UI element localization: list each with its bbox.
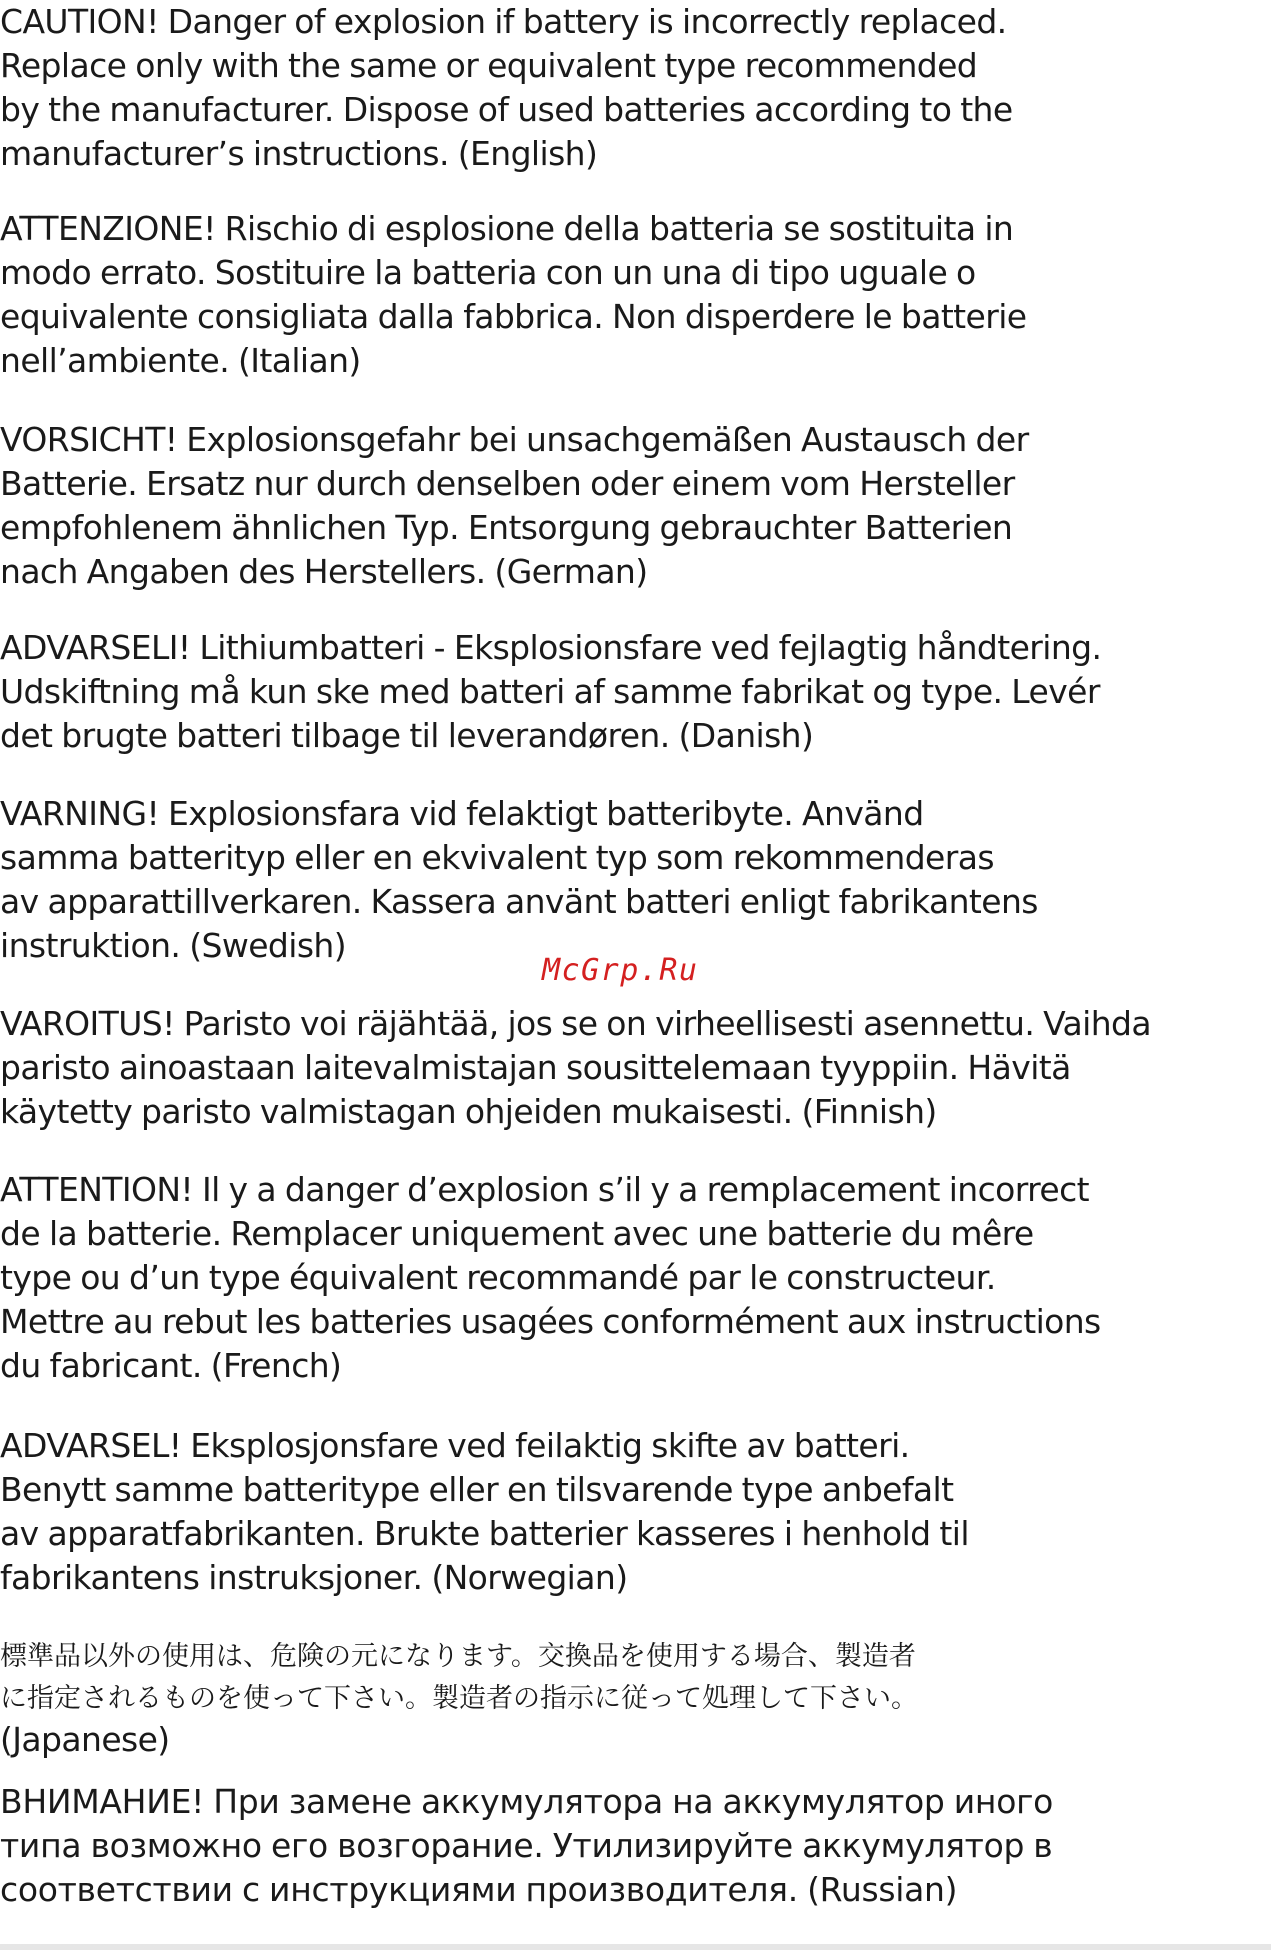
text-line: instruktion. (Swedish) <box>0 926 347 965</box>
japanese-language-label <box>0 1718 170 1762</box>
text-line: Benytt samme batteritype eller en tilsvarende type anbefalt <box>0 1470 954 1509</box>
warning-swedish <box>0 792 1038 968</box>
text-line: nach Angaben des Herstellers. (German) <box>0 552 648 591</box>
text-line: ATTENTION! Il y a danger d’explosion s’il y a remplacement incorrect <box>0 1170 1089 1209</box>
text-line: manufacturer’s instructions. (English) <box>0 134 598 173</box>
text-line: ADVARSELI! Lithiumbatteri - Eksplosionsfare ved fejlagtig håndtering. <box>0 628 1102 667</box>
warning-english <box>0 0 1013 176</box>
text-line: Batterie. Ersatz nur durch denselben oder einem vom Hersteller <box>0 464 1015 503</box>
text-line: типа возможно его возгорание. Утилизируйте аккумулятор в <box>0 1826 1053 1865</box>
text-line: det brugte batteri tilbage til leverandøren. (Danish) <box>0 716 814 755</box>
text-line: fabrikantens instruksjoner. (Norwegian) <box>0 1558 628 1597</box>
warning-norwegian <box>0 1424 969 1600</box>
warning-russian <box>0 1780 1053 1912</box>
warning-german <box>0 418 1029 594</box>
text-line: by the manufacturer. Dispose of used batteries according to the <box>0 90 1013 129</box>
text-line: equivalente consigliata dalla fabbrica. Non disperdere le batterie <box>0 297 1027 336</box>
text-line: VARNING! Explosionsfara vid felaktigt batteribyte. Använd <box>0 794 924 833</box>
text-line: paristo ainoastaan laitevalmistajan sousittelemaan tyyppiin. Hävitä <box>0 1048 1071 1087</box>
warning-danish <box>0 626 1101 758</box>
text-line: に指定されるものを使って下さい。製造者の指示に従って処理して下さい。 <box>0 1683 918 1714</box>
text-line: ATTENZIONE! Rischio di esplosione della batteria se sostituita in <box>0 209 1014 248</box>
warning-japanese <box>0 1636 918 1720</box>
page-bottom-divider <box>0 1944 1271 1950</box>
warning-italian <box>0 207 1026 383</box>
text-line: VAROITUS! Paristo voi räjähtää, jos se on virheellisesti asennettu. Vaihda <box>0 1004 1152 1043</box>
text-line: du fabricant. (French) <box>0 1346 342 1385</box>
text-line: ВНИМАНИЕ! При замене аккумулятора на аккумулятор иного <box>0 1782 1054 1821</box>
text-line: de la batterie. Remplacer uniquement avec une batterie du mêre <box>0 1214 1034 1253</box>
text-line: modo errato. Sostituire la batteria con un una di tipo uguale o <box>0 253 976 292</box>
text-line: empfohlenem ähnlichen Typ. Entsorgung gebrauchter Batterien <box>0 508 1013 547</box>
warning-finnish <box>0 1002 1151 1134</box>
text-line: av apparatfabrikanten. Brukte batterier kasseres i henhold til <box>0 1514 969 1553</box>
text-line: käytetty paristo valmistagan ohjeiden mukaisesti. (Finnish) <box>0 1092 937 1131</box>
text-line: nell’ambiente. (Italian) <box>0 341 361 380</box>
text-line: VORSICHT! Explosionsgefahr bei unsachgemäßen Austausch der <box>0 420 1029 459</box>
text-line: CAUTION! Danger of explosion if battery is incorrectly replaced. <box>0 2 1007 41</box>
text-line: Mettre au rebut les batteries usagées conformément aux instructions <box>0 1302 1101 1341</box>
text-line: Replace only with the same or equivalent type recommended <box>0 46 978 85</box>
text-line: (Japanese) <box>0 1720 170 1759</box>
text-line: Udskiftning må kun ske med batteri af samme fabrikat og type. Levér <box>0 672 1100 711</box>
text-line: av apparattillverkaren. Kassera använt batteri enligt fabrikantens <box>0 882 1038 921</box>
text-line: 標準品以外の使用は、危険の元になります。交換品を使用する場合、製造者 <box>0 1641 916 1672</box>
text-line: type ou d’un type équivalent recommandé par le constructeur. <box>0 1258 996 1297</box>
text-line: samma batterityp eller en ekvivalent typ som rekommenderas <box>0 838 994 877</box>
watermark: McGrp.Ru <box>542 953 699 988</box>
text-line: соответствии с инструкциями производителя. (Russian) <box>0 1870 958 1909</box>
warning-french <box>0 1168 1101 1388</box>
text-line: ADVARSEL! Eksplosjonsfare ved feilaktig skifte av batteri. <box>0 1426 910 1465</box>
